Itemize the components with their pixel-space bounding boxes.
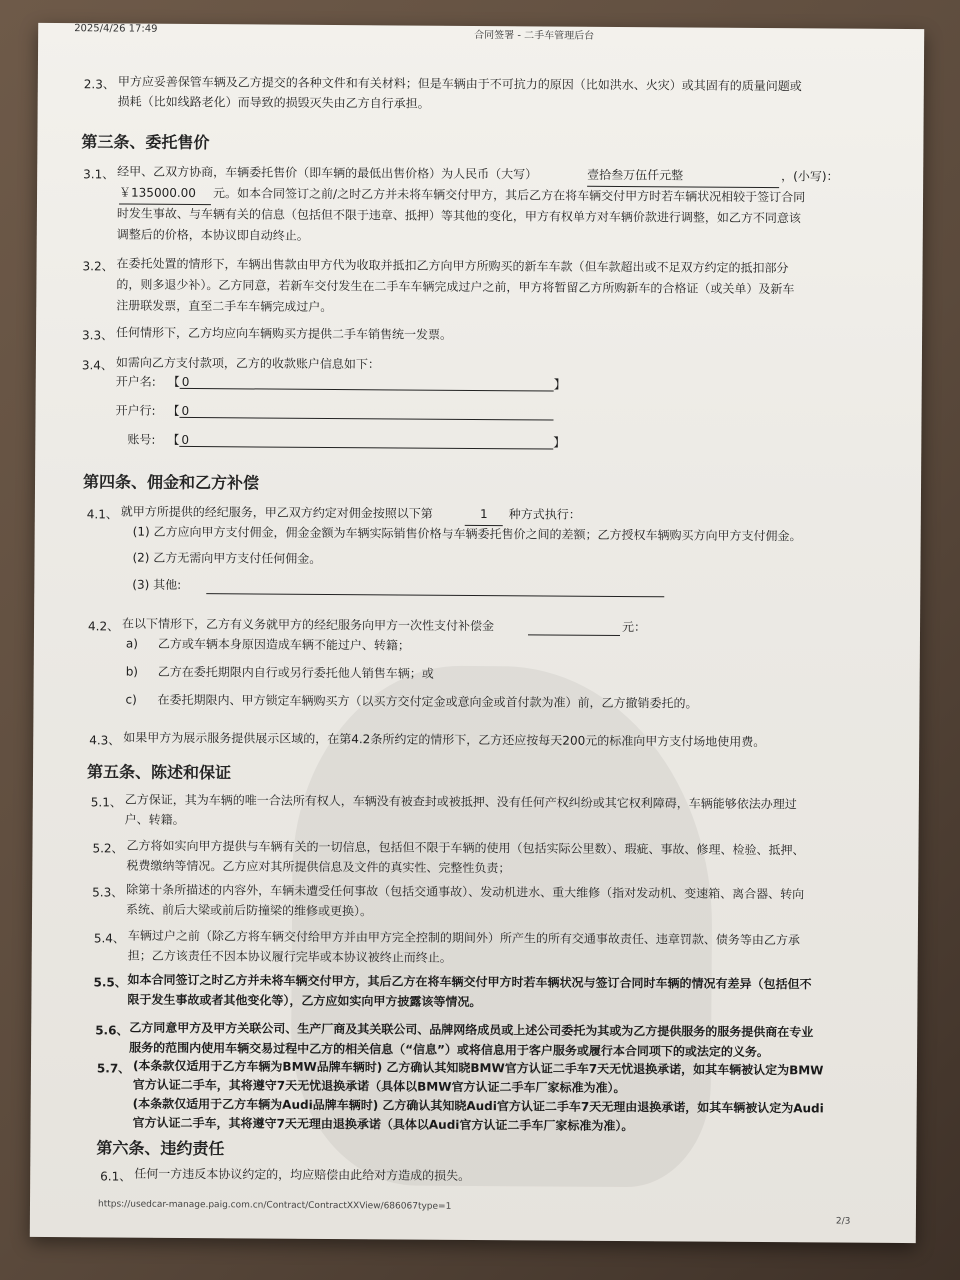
section-3-title: 第三条、委托售价 — [81, 132, 210, 153]
clause-5-1-line-2: 户、转籍。 — [124, 812, 185, 827]
clause-number: 5.6、 — [95, 1023, 129, 1038]
clause-4-2-line-1b: 元： — [621, 620, 647, 635]
item-key: c) — [125, 692, 137, 707]
clause-5-3-line-1: 除第十条所描述的内容外，车辆未遭受任何事故（包括交通事故）、发动机进水、重大维修（指对发动机、变速箱、离合器、转向 — [126, 882, 805, 902]
clause-number: 5.2、 — [92, 841, 124, 856]
clause-5-6-line-2: 服务的范围内使用车辆交易过程中乙方的相关信息（“信息”）或将信息用于客户服务或履行本合同项下的或法定的义务。 — [129, 1040, 769, 1060]
bracket-close: 】 — [553, 377, 566, 392]
footer-url: https://usedcar-manage.paig.com.cn/Contract/ContractXXView/686067type=1 — [97, 1199, 452, 1212]
item-key: b) — [125, 664, 139, 679]
clause-5-7-line-2: 官方认证二手车，其将遵守7天无忧退换承诺（具体以BMW官方认证二手车厂家标准为准）。 — [132, 1077, 626, 1096]
clause-3-1-line-3: 时发生事故、与车辆有关的信息（包括但不限于违章、抵押）等其他的变化，甲方有权单方对车辆价款进行调整，如乙方不同意该 — [116, 206, 801, 226]
print-datetime: 2025/4/26 17:49 — [74, 23, 158, 35]
clause-number: 5.1、 — [90, 795, 122, 810]
bracket-open: 【 — [167, 432, 180, 447]
clause-3-2-line-3: 注册联发票，直至二手车车辆完成过户。 — [116, 298, 333, 314]
clause-2-3-line-1: 甲方应妥善保管车辆及乙方提交的各种文件和有关材料；但是车辆由于不可抗力的原因（比如洪水、火灾）或其固有的质量问题或 — [117, 74, 802, 94]
clause-5-7-line-3: (本条款仅适用于乙方车辆为Audi品牌车辆时) 乙方确认其知晓Audi官方认证二手车7天无理由退换承诺，如其车辆被认定为Audi — [132, 1096, 824, 1116]
clause-number: 5.7、 — [96, 1061, 131, 1076]
account-number-underline — [179, 446, 553, 450]
account-name-value: 0 — [181, 374, 190, 389]
section-5-title: 第五条、陈述和保证 — [86, 762, 232, 783]
print-title: 合同签署 - 二手车管理后台 — [474, 29, 595, 42]
amount-in-words-field: 壹拾叁万伍仟元整 — [587, 165, 779, 188]
clause-4-2-line-1a: 在以下情形下，乙方有义务就甲方的经纪服务向甲方一次性支付补偿金 — [122, 616, 495, 634]
clause-3-3-text: 任何情形下，乙方均应向车辆购买方提供二手车销售统一发票。 — [116, 325, 453, 342]
other-option-underline — [206, 593, 664, 597]
clause-5-1-line-1: 乙方保证，其为车辆的唯一合法所有权人，车辆没有被查封或被抵押、没有任何产权纠纷或其它权利障碍，车辆能够依法办理过 — [124, 792, 797, 812]
clause-5-4-line-2: 担；乙方该责任不因本协议履行完毕或本协议被终止而终止。 — [127, 948, 452, 965]
clause-5-7-line-4: 官方认证二手车，其将遵守7天无理由退换承诺（具体以Audi官方认证二手车厂家标准为准）。 — [132, 1115, 634, 1134]
page-number: 2/3 — [835, 1216, 851, 1227]
bank-name-label: 开户行: — [115, 403, 156, 418]
clause-number: 3.1、 — [83, 167, 115, 182]
clause-4-1-line-1b: 种方式执行： — [508, 507, 581, 522]
clause-5-2-line-2: 税费缴纳等情况。乙方应对其所提供信息及文件的真实性、完整性负责； — [126, 858, 511, 876]
account-number-label: 账号: — [127, 432, 156, 447]
compensation-amount-underline — [528, 634, 620, 636]
bracket-open: 【 — [167, 403, 180, 418]
bank-name-underline — [179, 417, 553, 421]
account-name-label: 开户名: — [115, 374, 156, 389]
clause-number: 2.3、 — [83, 77, 115, 92]
clause-3-1-line-4: 调整后的价格，本协议即自动终止。 — [116, 227, 309, 243]
clause-number: 3.3、 — [82, 328, 114, 343]
clause-number: 5.5、 — [93, 975, 127, 990]
commission-option-field: 1 — [465, 504, 503, 526]
clause-5-6-line-1: 乙方同意甲方及甲方关联公司、生产厂商及其关联公司、品牌网络成员或上述公司委托为其或为乙方提供服务的服务提供商在专业 — [129, 1020, 814, 1040]
contract-page — [30, 23, 924, 1243]
account-name-underline — [180, 388, 554, 392]
commission-option-2: (2) 乙方无需向甲方支付任何佣金。 — [132, 550, 322, 566]
item-key: a) — [125, 636, 139, 651]
clause-5-5-line-1: 如本合同签订之时乙方并未将车辆交付甲方，其后乙方在将车辆交付甲方时若车辆状况与签订合同时车辆的情况有差异（包括但不 — [127, 972, 812, 992]
clause-number: 3.2、 — [82, 259, 114, 274]
account-number-value: 0 — [181, 432, 190, 447]
commission-option-1: (1) 乙方应向甲方支付佣金，佣金金额为车辆实际销售价格与车辆委托售价之间的差额；乙方授权车辆购买方向甲方支付佣金。 — [132, 524, 802, 544]
bank-name-value: 0 — [181, 403, 190, 418]
item-b-text: 乙方在委托期限内自行或另行委托他人销售车辆；或 — [157, 664, 434, 681]
clause-number: 3.4、 — [81, 358, 114, 373]
clause-number: 5.3、 — [92, 885, 124, 900]
clause-number: 4.2、 — [87, 619, 120, 634]
clause-3-1-line-1b: ，(小写)： — [781, 169, 839, 184]
bracket-open: 【 — [167, 374, 180, 389]
section-6-title: 第六条、违约责任 — [96, 1138, 225, 1159]
clause-6-1-text: 任何一方违反本协议约定的，均应赔偿由此给对方造成的损失。 — [134, 1166, 471, 1183]
section-4-title: 第四条、佣金和乙方补偿 — [82, 472, 260, 493]
clause-3-1-line-2: 元。如本合同签订之前/之时乙方并未将车辆交付甲方，其后乙方在将车辆交付甲方时若车辆状况相较于签订合同 — [213, 186, 806, 205]
clause-3-1-line-1a: 经甲、乙双方协商，车辆委托售价（即车辆的最低出售价格）为人民币（大写） — [117, 164, 538, 182]
clause-number: 4.1、 — [86, 507, 118, 522]
clause-5-7-line-1: (本条款仅适用于乙方车辆为BMW品牌车辆时) 乙方确认其知晓BMW官方认证二手车7天无忧退换承诺，如其车辆被认定为BMW — [132, 1058, 824, 1078]
clause-4-1-line-1a: 就甲方所提供的经纪服务，甲乙双方约定对佣金按照以下第 — [120, 504, 433, 521]
clause-number: 4.3、 — [89, 733, 121, 748]
clause-5-4-line-1: 车辆过户之前（除乙方将车辆交付给甲方并由甲方完全控制的期间外）所产生的所有交通事故责任、违章罚款、债务等由乙方承 — [127, 928, 800, 948]
clause-3-4-text: 如需向乙方支付款项，乙方的收款账户信息如下： — [115, 355, 380, 372]
amount-in-numbers-field: ￥135000.00 — [119, 182, 211, 205]
clause-5-2-line-1: 乙方将如实向甲方提供与车辆有关的一切信息，包括但不限于车辆的使用（包括实际公里数）、瑕疵、事故、修理、检验、抵押、 — [126, 838, 805, 858]
clause-4-3-text: 如果甲方为展示服务提供展示区域的，在第4.2条所约定的情形下，乙方还应按每天200元的标准向甲方支付场地使用费。 — [123, 730, 766, 750]
clause-5-3-line-2: 系统、前后大梁或前后防撞梁的维修或更换）。 — [126, 902, 373, 919]
clause-number: 6.1、 — [100, 1169, 132, 1184]
item-a-text: 乙方或车辆本身原因造成车辆不能过户、转籍； — [157, 636, 410, 653]
clause-2-3-line-2: 损耗（比如线路老化）而导致的损毁灭失由乙方自行承担。 — [117, 94, 430, 111]
clause-3-2-line-1: 在委托处置的情形下，车辆出售款由甲方代为收取并抵扣乙方向甲方所购买的新车车款（但车款超出或不足双方约定的抵扣部分 — [116, 256, 789, 276]
commission-option-3: (3) 其他: — [132, 577, 182, 592]
item-c-text: 在委托期限内、甲方锁定车辆购买方（以买方交付定金或意向金或首付款为准）前，乙方撤销委托的。 — [157, 692, 698, 711]
clause-number: 5.4、 — [93, 931, 126, 946]
clause-3-2-line-2: 的，则多退少补）。乙方同意，若新车交付发生在二手车车辆完成过户之前，甲方将暂留乙方所购新车的合格证（或关单）及新车 — [116, 277, 795, 297]
bracket-close: 】 — [553, 435, 566, 450]
clause-5-5-line-2: 限于发生事故或者其他变化等），乙方应如实向甲方披露该等情况。 — [127, 992, 482, 1010]
